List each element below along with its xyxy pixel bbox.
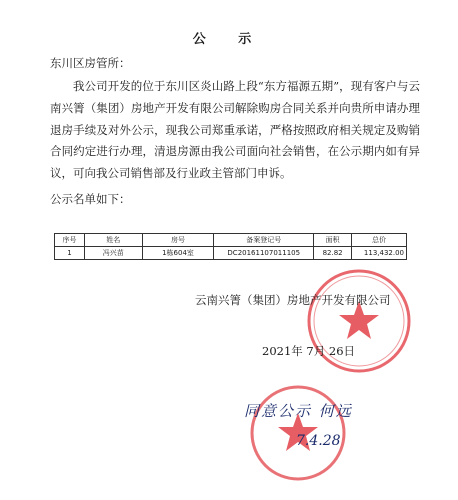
- company-signature: 云南兴箐（集团）房地产开发有限公司: [195, 293, 391, 307]
- addressee: 东川区房管所：: [50, 56, 131, 70]
- row-registration: DC20161107011105: [214, 247, 314, 260]
- row-name: 冯兴苗: [84, 247, 142, 260]
- column-header: 序号: [55, 234, 85, 247]
- row-room: 1栋604室: [142, 247, 214, 260]
- column-header: 姓名: [84, 234, 142, 247]
- table-row: [55, 247, 407, 260]
- list-intro: 公示名单如下：: [50, 192, 131, 206]
- column-header: 面积: [314, 234, 352, 247]
- row-price: 113,432.00: [352, 247, 407, 260]
- column-header: 总价: [352, 234, 407, 247]
- row-index: 1: [55, 247, 85, 260]
- notice-title: 公 示: [192, 32, 266, 47]
- approval-handwriting: 同意公示 何远: [244, 402, 353, 420]
- signature-date: 2021年 7月 26日: [262, 344, 356, 358]
- notice-body: 我公司开发的位于东川区炎山路上段“东方福源五期”，现有客户与云南兴箐（集团）房地产开发有限公司解除购房合同关系并向贵所申请办理退房手续及对外公示，现我公司郑重承诺，严格按照政府相关规定及购销合同约定进行办理，清退房源由我公司面向社会销售，在公示期内如有异议，可向我公司销售部及行业政主管部门申诉。: [50, 79, 420, 181]
- row-area: 82.82: [314, 247, 352, 260]
- approval-date: 7.4.28: [296, 433, 341, 449]
- records-table: [54, 233, 407, 260]
- column-header: 房号: [142, 234, 214, 247]
- column-header: 备案登记号: [214, 234, 314, 247]
- table-header-row: [55, 234, 407, 247]
